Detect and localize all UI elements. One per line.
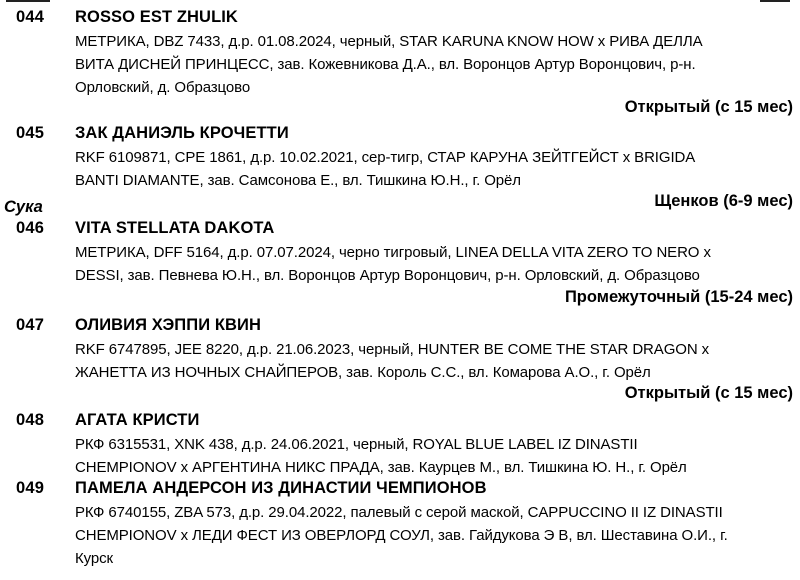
details-line: МЕТРИКА, DBZ 7433, д.р. 01.08.2024, черный, STAR KARUNA KNOW HOW x РИВА ДЕЛЛА <box>75 33 703 50</box>
entry-number: 045 <box>16 124 45 142</box>
details-line: ЖАНЕТТА ИЗ НОЧНЫХ СНАЙПЕРОВ, зав. Король С.С., вл. Комарова А.О., г. Орёл <box>75 364 651 381</box>
dog-name: ROSSO EST ZHULIK <box>75 8 238 26</box>
sex-label: Сука <box>4 198 43 216</box>
cut-off-text-left <box>6 0 50 2</box>
entry-number: 049 <box>16 479 45 497</box>
details-line: РКФ 6315531, XNK 438, д.р. 24.06.2021, черный, ROYAL BLUE LABEL IZ DINASTII <box>75 436 638 453</box>
cut-off-header-marks <box>0 0 800 3</box>
details-line: RKF 6747895, JEE 8220, д.р. 21.06.2023, черный, HUNTER BE COME THE STAR DRAGON x <box>75 341 710 358</box>
dog-details <box>75 338 790 384</box>
cut-off-text-right <box>760 0 790 2</box>
dog-name: ПАМЕЛА АНДЕРСОН ИЗ ДИНАСТИИ ЧЕМПИОНОВ <box>75 479 487 497</box>
entry-number: 044 <box>16 8 45 26</box>
dog-name: ОЛИВИЯ ХЭППИ КВИН <box>75 316 262 334</box>
dog-details <box>75 501 790 570</box>
details-line: CHEMPIONOV x ЛЕДИ ФЕСТ ИЗ ОВЕРЛОРД СОУЛ, зав. Гайдукова Э В, вл. Шеставина О.И., г. <box>75 527 728 544</box>
dog-name: ЗАК ДАНИЭЛЬ КРОЧЕТТИ <box>75 124 289 142</box>
details-line: DESSI, зав. Певнева Ю.Н., вл. Воронцов Артур Воронцович, р-н. Орловский, д. Образцово <box>75 267 700 284</box>
dog-name: АГАТА КРИСТИ <box>75 411 200 429</box>
class-label-open: Открытый (с 15 мес) <box>624 384 793 402</box>
class-label-intermediate: Промежуточный (15-24 мес) <box>564 288 793 306</box>
dog-details <box>75 30 790 99</box>
entry-number: 048 <box>16 411 45 429</box>
details-line: РКФ 6740155, ZBA 573, д.р. 29.04.2022, палевый с серой маской, CAPPUCCINO II IZ DINASTII <box>75 504 723 521</box>
details-line: ВИТА ДИСНЕЙ ПРИНЦЕСС, зав. Кожевникова Д.А., вл. Воронцов Артур Воронцович, р-н. <box>75 56 696 73</box>
details-line: МЕТРИКА, DFF 5164, д.р. 07.07.2024, черно тигровый, LINEA DELLA VITA ZERO TO NERO x <box>75 244 711 261</box>
dog-details <box>75 241 790 287</box>
dog-details <box>75 146 790 192</box>
entry-number: 046 <box>16 219 45 237</box>
details-line: RKF 6109871, CPE 1861, д.р. 10.02.2021, сер-тигр, СТАР КАРУНА ЗЕЙТГЕЙСТ x BRIGIDA <box>75 149 696 166</box>
dog-details <box>75 433 790 479</box>
details-line: BANTI DIAMANTE, зав. Самсонова Е., вл. Тишкина Ю.Н., г. Орёл <box>75 172 521 189</box>
cut-off-header <box>0 0 800 2</box>
entry-number: 047 <box>16 316 45 334</box>
class-label-open: Открытый (с 15 мес) <box>624 98 793 116</box>
details-line: Орловский, д. Образцово <box>75 79 251 96</box>
details-line: CHEMPIONOV x АРГЕНТИНА НИКС ПРАДА, зав. Каурцев М., вл. Тишкина Ю. Н., г. Орёл <box>75 459 687 476</box>
details-line: Курск <box>75 550 113 567</box>
dog-name: VITA STELLATA DAKOTA <box>75 219 275 237</box>
class-label-puppy: Щенков (6-9 мес) <box>654 192 793 210</box>
